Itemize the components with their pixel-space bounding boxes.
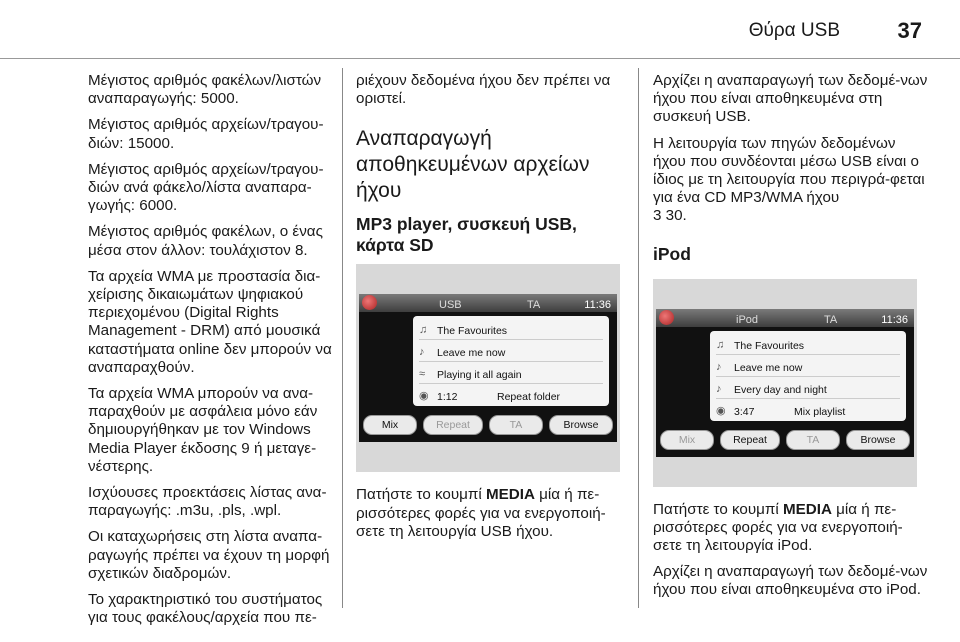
clock: 11:36 [881, 313, 908, 326]
folder-icon: ♫ [419, 324, 428, 337]
paragraph: Αρχίζει η αναπαραγωγή των δεδομέ-νων ήχου που είναι αποθηκευμένα στο iPod. [653, 563, 928, 599]
clock: 11:36 [584, 299, 611, 312]
folder-icon: ♫ [716, 338, 725, 351]
softkey-bar [656, 427, 914, 453]
display-screen [656, 309, 914, 457]
source-label: iPod [736, 313, 759, 326]
music-note-icon: ♪ [716, 360, 722, 373]
music-note-icon: ♪ [419, 346, 425, 359]
paragraph: Οι καταχωρήσεις στη λίστα αναπα-ραγωγής πρέπει να έχουν τη μορφή σχετικών διαδρομών. [88, 528, 330, 582]
play-mode: Mix playlist [794, 405, 846, 418]
repeat-button[interactable]: Repeat [423, 415, 483, 435]
paragraph: Ισχύουσες προεκτάσεις λίστας ανα-παραγωγής: .m3u, .pls, .wpl. [88, 484, 327, 520]
paragraph: Μέγιστος αριθμός αρχείων/τραγου-διών: 15000. [88, 116, 324, 152]
media-keyword: MEDIA [783, 500, 832, 518]
playing-icon: ≈ [419, 368, 426, 381]
paragraph: Μέγιστος αριθμός φακέλων/λιστών αναπαραγωγής: 5000. [88, 72, 322, 108]
paragraph: Μέγιστος αριθμός φακέλων, ο ένας μέσα στον άλλον: τουλάχιστον 8. [88, 223, 323, 259]
display-screen [359, 294, 617, 442]
ta-label: TA [527, 299, 541, 312]
paragraph: Αρχίζει η αναπαραγωγή των δεδομέ-νων ήχου που είναι αποθηκευμένα στη συσκευή USB. [653, 72, 928, 126]
usb-screen-figure [356, 264, 620, 472]
media-keyword: MEDIA [486, 486, 535, 504]
column-1 [88, 72, 332, 635]
play-mode: Repeat folder [497, 391, 561, 404]
source-label: USB [439, 299, 462, 312]
paragraph: Το χαρακτηριστικό του συστήματος για τους φακέλους/αρχεία που πε- [88, 591, 323, 627]
page-header [0, 0, 960, 58]
disc-icon: ◉ [716, 404, 726, 417]
subsection-heading: MP3 player, συσκευή USB, κάρτα SD [356, 214, 577, 256]
radio-logo-icon [659, 310, 674, 325]
paragraph: Μέγιστος αριθμός αρχείων/τραγου-διών ανά φάκελο/λίστα αναπαρα-γωγής: 6000. [88, 160, 324, 215]
section-heading: Αναπαραγωγή αποθηκευμένων αρχείων ήχου [356, 127, 590, 203]
ta-button[interactable]: TA [489, 415, 543, 435]
mix-button[interactable]: Mix [363, 415, 417, 435]
now-playing-row [419, 384, 609, 404]
browse-button[interactable]: Browse [549, 415, 613, 435]
status-bar [359, 294, 617, 312]
page-reference: 3 30. [653, 207, 687, 225]
radio-logo-icon [362, 295, 377, 310]
paragraph: Τα αρχεία WMA μπορούν να ανα-παραχθούν με ασφάλεια μόνο εάν δημιουργήθηκαν με τον Windows Media Player έκδοσης 9 ή μεταγε-νέστερης. [88, 385, 318, 475]
column-3 [653, 72, 928, 608]
repeat-button[interactable]: Repeat [720, 430, 780, 450]
paragraph: ριέχουν δεδομένα ήχου δεν πρέπει να οριστεί. [356, 72, 611, 108]
track-list: ♫ The Favourites ♪ Leave me now ♪ Every day and night ◉ 3:47 Mix playlist [710, 331, 906, 421]
mix-button[interactable]: Mix [660, 430, 714, 450]
ta-button[interactable]: TA [786, 430, 840, 450]
header-title: Θύρα USB [748, 20, 840, 41]
ipod-screen-figure [653, 279, 917, 487]
paragraph: Η λειτουργία των πηγών δεδομένων ήχου που συνδέονται μέσω USB είναι ο ίδιος με τη λειτουργία που περιγρά-φεται για ένα CD MP3/WMA ήχου 3 30. [653, 134, 925, 225]
page-number: 37 [897, 18, 922, 43]
column-2 [356, 72, 626, 549]
music-note-icon: ♪ [716, 382, 722, 395]
track-time: 3:47 [734, 405, 755, 418]
ta-label: TA [824, 313, 838, 326]
paragraph: Τα αρχεία WMA με προστασία δια-χείρισης δικαιωμάτων ψηφιακού περιεχομένου (Digital Rights Management - DRM) από μουσικά καταστήματα online δεν μπορούν να αναπαραχθούν. [88, 267, 332, 376]
track-list: ♫ The Favourites ♪ Leave me now ≈ Playing it all again ◉ 1:12 Repeat folder [413, 316, 609, 406]
softkey-bar [359, 412, 617, 438]
paragraph: Πατήστε το κουμπί MEDIA μία ή πε-ρισσότερες φορές για να ενεργοποιή-σετε τη λειτουργία iPod. [653, 500, 903, 555]
track-time: 1:12 [437, 391, 458, 404]
disc-icon: ◉ [419, 390, 429, 403]
column-divider [342, 68, 343, 608]
status-bar [656, 309, 914, 327]
column-divider [638, 68, 639, 608]
header-rule [0, 58, 960, 59]
paragraph: Πατήστε το κουμπί MEDIA μία ή πε-ρισσότερες φορές για να ενεργοποιή-σετε τη λειτουργία USB ήχου. [356, 486, 606, 540]
section-heading: iPod [653, 243, 691, 264]
now-playing-row [716, 399, 906, 419]
browse-button[interactable]: Browse [846, 430, 910, 450]
